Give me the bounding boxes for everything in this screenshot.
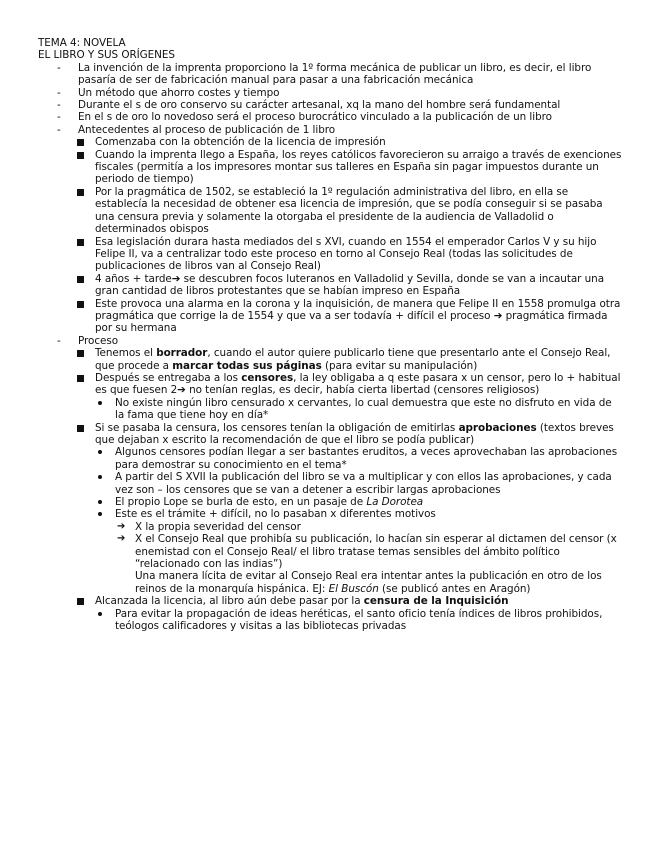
item-text: Durante el s de oro conservo su carácter artesanal, xq la mano del hombre será fundamental (78, 99, 561, 112)
sub-item (75, 273, 622, 298)
square-bullet-icon (77, 139, 84, 146)
sub-item (75, 186, 622, 236)
bold-term: censura de la Inquisición (363, 595, 509, 608)
sub-item-text: Por la pragmática de 1502, se estableció la 1º regulación administrativa del libro, en ella se establecía la necesidad de obtener esa licencia de impresión, que se podía conseguir si se pasaba una censura previa y solamente la otorgaba el presidente de la audiencia de Valladolid o determinados obispos (95, 185, 603, 236)
item-text: Proceso (78, 334, 119, 347)
arrow-right-icon: ➔ (117, 520, 126, 532)
square-bullet-icon (77, 239, 84, 246)
bold-term: borrador (156, 347, 208, 360)
document-page (38, 37, 622, 633)
detail-item (95, 471, 622, 496)
item-text: La invención de la imprenta proporciono la 1º forma mecánica de publicar un libro, es decir, el libro pasaría de ser de fabricación manual para pasar a una fabricación mecánica (78, 61, 592, 87)
arrow-item (115, 521, 622, 533)
square-bullet-icon (77, 598, 84, 605)
arrow-text: X la propia severidad del censor (135, 520, 301, 533)
square-bullet-icon (77, 375, 84, 382)
square-bullet-icon (77, 301, 84, 308)
text-run: (para evitar su manipulación) (321, 359, 478, 372)
text-run: Una manera lícita de evitar al Consejo Real era intentar antes la publicación en otro de los reinos de la monarquía hispánica. EJ: (135, 570, 602, 595)
square-bullet-icon (77, 425, 84, 432)
continuation-paragraph (135, 570, 622, 595)
sub-item (75, 422, 622, 596)
document-subtitle: EL LIBRO Y SUS ORÍGENES (38, 49, 175, 62)
text-run: , cuando el autor quiere publicarlo tiene que presentarlo ante el Consejo Real, que procede a (95, 347, 611, 372)
detail-text: Algunos censores podían llegar a ser bastantes eruditos, a veces aprovechaban las aprobaciones para demostrar su conocimiento en el tema* (115, 446, 618, 471)
round-bullet-icon (98, 512, 102, 516)
list-item-antecedentes (38, 124, 622, 335)
dash-marker: - (57, 111, 61, 124)
sub-item (75, 372, 622, 422)
text-run: (textos breves que dejaban x escrito la recomendación de que el libro se podía publicar) (95, 421, 614, 446)
sub-item (75, 595, 622, 632)
italic-title: La Dorotea (366, 496, 424, 509)
detail-text: A partir del S XVII la publicación del libro se va a multiplicar y con ellos las aprobaciones, y cada vez son – los censores que se van a detener a escribir largas aprobaciones (115, 471, 612, 496)
list-item (38, 99, 622, 111)
dash-marker: - (57, 86, 61, 99)
dash-marker: - (57, 334, 61, 347)
list-item (38, 62, 622, 87)
text-run: Tenemos el (95, 347, 157, 360)
dash-marker: - (57, 61, 61, 74)
proceso-sublist (75, 347, 622, 632)
antecedentes-sublist (75, 136, 622, 335)
sub-item (75, 347, 622, 372)
round-bullet-icon (98, 450, 102, 454)
sub-item (75, 149, 622, 186)
text-run: (se publicó antes en Aragón) (378, 582, 531, 595)
censores-sublist (95, 397, 622, 422)
sub-item-text: Cuando la imprenta llego a España, los reyes católicos favorecieron su arraigo a través de exenciones fiscales (permitía a los impresores montar sus talleres en España sin pagar impuestos durante un periodo de tiempo) (95, 148, 622, 186)
bold-term: aprobaciones (458, 421, 537, 434)
list-item (38, 111, 622, 123)
detail-item (95, 446, 622, 471)
italic-title: El Buscón (328, 582, 379, 595)
document-title: TEMA 4: NOVELA (38, 37, 126, 49)
motivos-sublist (115, 521, 622, 595)
text-run: Alcanzada la licencia, al libro aún debe pasar por la (95, 595, 364, 608)
round-bullet-icon (98, 500, 102, 504)
detail-item (95, 508, 622, 595)
round-bullet-icon (98, 475, 102, 479)
sub-item (75, 236, 622, 273)
dash-marker: - (57, 99, 61, 112)
main-list (38, 62, 622, 633)
aprobaciones-sublist (95, 446, 622, 595)
sub-item-text: Este provoca una alarma en la corona y la inquisición, de manera que Felipe II en 1558 promulga otra pragmática que corrige la de 1554 y que va a ser todavía + difícil el proceso ➔ pragmática firmada por su hermana (95, 297, 621, 335)
text-run: Después se entregaba a los (95, 371, 242, 384)
text-run: Si se pasaba la censura, los censores tenían la obligación de emitirlas (95, 421, 459, 434)
bold-term: censores (241, 371, 294, 384)
item-text: Un método que ahorro costes y tiempo (78, 86, 280, 99)
list-item (38, 87, 622, 99)
sub-item (75, 298, 622, 335)
item-text: Antecedentes al proceso de publicación de 1 libro (78, 123, 336, 136)
square-bullet-icon (77, 350, 84, 357)
detail-item (95, 397, 622, 422)
detail-text: No existe ningún libro censurado x cervantes, lo cual demuestra que este no disfruto en vida de la fama que tiene hoy en día* (115, 396, 612, 422)
sub-item-text: Esa legislación durara hasta mediados del s XVI, cuando en 1554 el emperador Carlos V y su hijo Felipe II, va a centralizar todo este proceso en torno al Consejo Real (todas las solicitudes de publicaciones de libros van al Consejo Real) (95, 235, 597, 273)
detail-item (95, 608, 622, 633)
detail-item (95, 496, 622, 508)
sub-item-text: Comenzaba con la obtención de la licencia de impresión (95, 136, 386, 149)
round-bullet-icon (98, 401, 102, 405)
bold-term: marcar todas sus páginas (172, 359, 322, 372)
list-item-proceso (38, 335, 622, 633)
dash-marker: - (57, 123, 61, 136)
detail-text: Para evitar la propagación de ideas heréticas, el santo oficio tenía índices de libros prohibidos, teólogos calificadores y visitas a las bibliotecas privadas (115, 607, 603, 633)
round-bullet-icon (98, 612, 102, 616)
item-text: En el s de oro lo novedoso será el proceso burocrático vinculado a la publicación de un libro (78, 111, 552, 124)
detail-text: El propio Lope se burla de esto, en un pasaje de (115, 496, 367, 509)
detail-text: Este es el trámite + difícil, no lo pasaban x diferentes motivos (115, 508, 436, 521)
arrow-text: X el Consejo Real que prohibía su publicación, lo hacían sin esperar al dictamen del censor (x enemistad con el Consejo Real/ el libro tratase temas sensibles del ámbito político “relacionado con las indias”) (135, 533, 617, 571)
text-run: , la ley obligaba a q este pasara x un censor, pero lo + habitual es que fuesen 2➔ no tenían reglas, es decir, había cierta libertad (censores religiosos) (95, 371, 621, 397)
arrow-item (115, 533, 622, 595)
square-bullet-icon (77, 152, 84, 159)
sub-item (75, 136, 622, 148)
sub-item-text: 4 años + tarde➔ se descubren focos luteranos en Valladolid y Sevilla, donde se van a incautar una gran cantidad de libros protestantes que se habían impreso en España (95, 272, 605, 298)
square-bullet-icon (77, 276, 84, 283)
inquisicion-sublist (95, 608, 622, 633)
arrow-right-icon: ➔ (117, 533, 126, 545)
square-bullet-icon (77, 189, 84, 196)
